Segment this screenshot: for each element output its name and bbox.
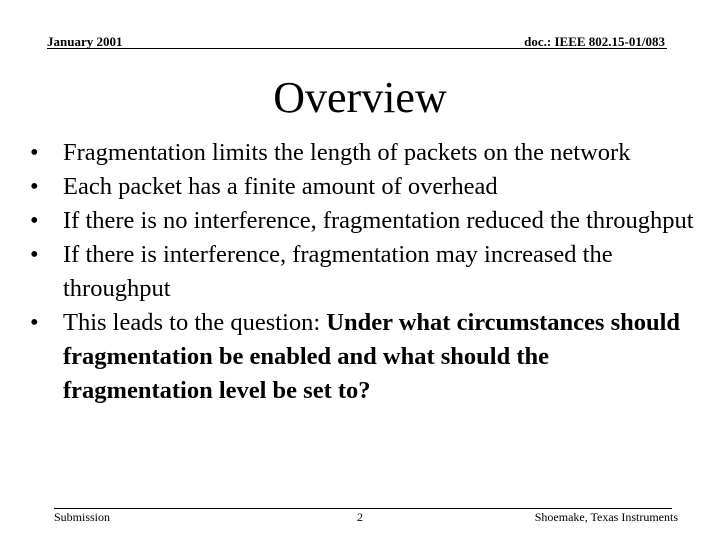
header-divider	[47, 48, 667, 49]
footer-divider	[54, 508, 672, 509]
bullet-icon: •	[30, 173, 39, 200]
header-doc-id: doc.: IEEE 802.15-01/083	[524, 34, 665, 49]
bullet-list	[30, 136, 700, 408]
bullet-icon: •	[30, 207, 39, 234]
bullet-item	[30, 170, 700, 204]
bullet-text: This leads to the question:	[63, 309, 327, 336]
footer-author: Shoemake, Texas Instruments	[534, 510, 678, 524]
bullet-text: If there is no interference, fragmentation reduced the throughput	[63, 207, 694, 234]
footer-submission: Submission	[54, 510, 111, 524]
bullet-item	[30, 204, 700, 238]
bullet-icon: •	[30, 241, 39, 268]
header-date: January 2001	[47, 34, 123, 49]
bullet-item	[30, 306, 700, 408]
bullet-text: Fragmentation limits the length of packets on the network	[63, 139, 631, 166]
bullet-icon: •	[30, 309, 39, 336]
slide-title: Overview	[273, 73, 447, 122]
bullet-item	[30, 238, 700, 306]
bullet-text: If there is interference, fragmentation may increased the throughput	[63, 241, 613, 302]
bullet-text: Each packet has a finite amount of overhead	[63, 173, 498, 200]
bullet-item	[30, 136, 700, 170]
bullet-icon: •	[30, 139, 39, 166]
bullet-emphasis: Under what circumstances should fragmentation be enabled and what should the fragmentation level be set to?	[63, 309, 681, 404]
page-number: 2	[357, 510, 363, 524]
